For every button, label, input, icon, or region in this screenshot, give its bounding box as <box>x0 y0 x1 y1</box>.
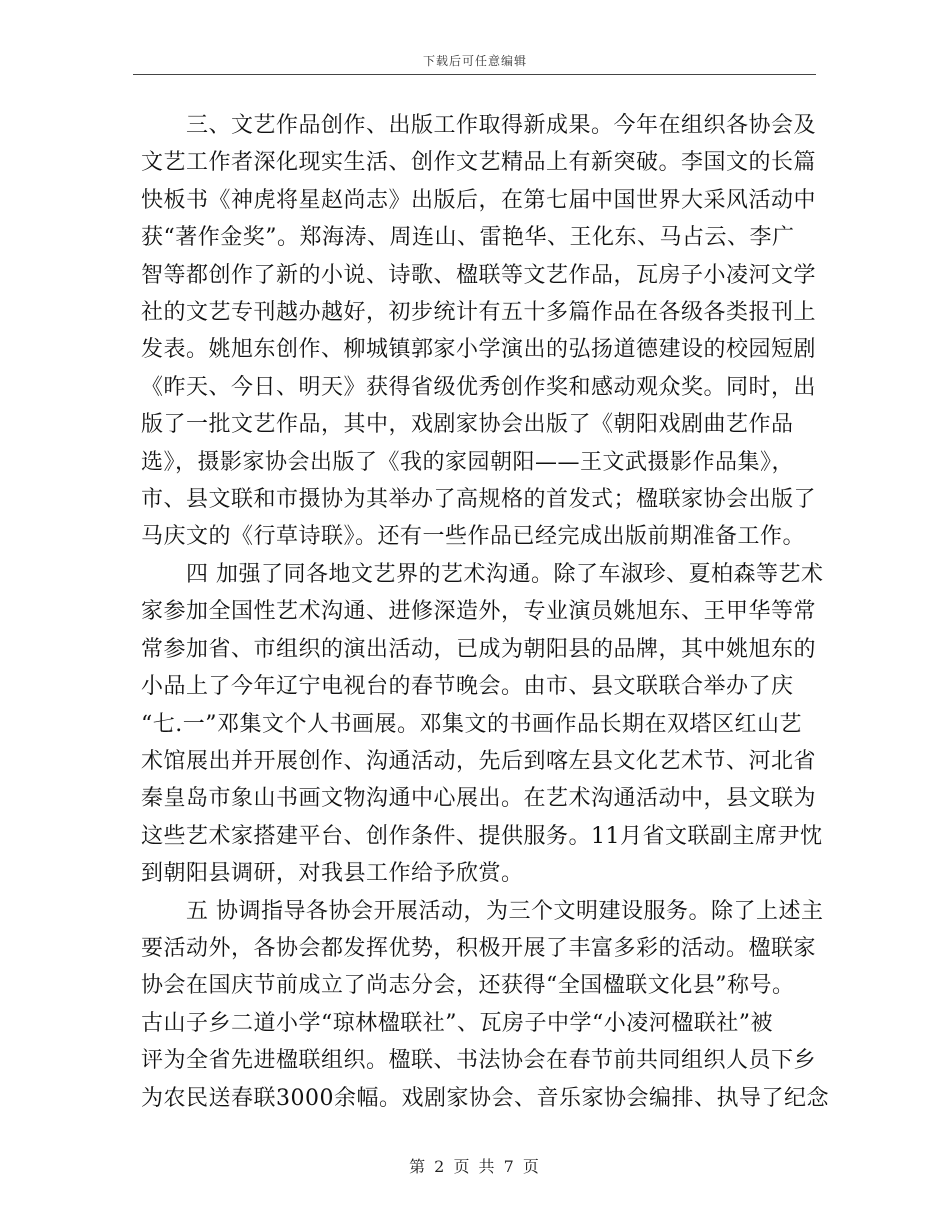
document-body <box>141 107 829 1117</box>
text-line: 协会在国庆节前成立了尚志分会，还获得“全国楹联文化县”称号。 <box>141 973 795 999</box>
text-line: 社的文艺专刊越办越好，初步统计有五十多篇作品在各级各类报刊上 <box>141 300 817 326</box>
text-line: 三、文艺作品创作、出版工作取得新成果。今年在组织各协会及 <box>141 113 817 138</box>
text-line: “七.一”邓集文个人书画展。邓集文的书画作品长期在双塔区红山艺 <box>141 711 802 737</box>
text-line: 常参加省、市组织的演出活动，已成为朝阳县的品牌，其中姚旭东的 <box>141 636 817 662</box>
text-line: 选》，摄影家协会出版了《我的家园朝阳——王文武摄影作品集》， <box>141 449 795 475</box>
text-line: 版了一批文艺作品，其中，戏剧家协会出版了《朝阳戏剧曲艺作品 <box>141 412 794 438</box>
text-line: 这些艺术家搭建平台、创作条件、提供服务。11月省文联副主席尹忱 <box>141 823 823 849</box>
header-divider <box>133 74 816 75</box>
text-line: 文艺工作者深化现实生活、创作文艺精品上有新突破。李国文的长篇 <box>141 150 817 176</box>
text-line: 到朝阳县调研，对我县工作给予欣赏。 <box>141 861 524 887</box>
text-line: 评为全省先进楹联组织。楹联、书法协会在春节前共同组织人员下乡 <box>141 1048 817 1074</box>
text-line: 小品上了今年辽宁电视台的春节晚会。由市、县文联联合举办了庆 <box>141 674 794 700</box>
page-header: 下载后可任意编辑 <box>422 54 527 68</box>
text-line: 快板书《神虎将星赵尚志》出版后，在第七届中国世界大采风活动中 <box>141 187 817 213</box>
text-line: 四 加强了同各地文艺界的艺术沟通。除了车淑珍、夏柏森等艺术 <box>141 561 824 587</box>
text-line: 术馆展出并开展创作、沟通活动，先后到喀左县文化艺术节、河北省 <box>141 748 817 774</box>
text-line: 为农民送春联3000余幅。戏剧家协会、音乐家协会编排、执导了纪念 <box>141 1085 829 1111</box>
paragraph-art-exchange <box>141 556 824 893</box>
text-line: 市、县文联和市摄协为其举办了高规格的首发式；楹联家协会出版了 <box>141 487 817 513</box>
paragraph-association-activities <box>141 893 829 1117</box>
text-line: 发表。姚旭东创作、柳城镇郭家小学演出的弘扬道德建设的校园短剧 <box>141 337 817 363</box>
text-line: 《昨天、今日、明天》获得省级优秀创作奖和感动观众奖。同时，出 <box>141 374 817 400</box>
paragraph-literary-works <box>141 107 817 556</box>
text-line: 五 协调指导各协会开展活动，为三个文明建设服务。除了上述主 <box>141 898 824 924</box>
text-line: 获“著作金奖”。郑海涛、周连山、雷艳华、王化东、马占云、李广 <box>141 225 795 251</box>
text-line: 家参加全国性艺术沟通、进修深造外，专业演员姚旭东、王甲华等常 <box>141 599 817 625</box>
text-line: 要活动外，各协会都发挥优势，积极开展了丰富多彩的活动。楹联家 <box>141 935 817 961</box>
text-line: 秦皇岛市象山书画文物沟通中心展出。在艺术沟通活动中，县文联为 <box>141 786 817 812</box>
text-line: 古山子乡二道小学“琼林楹联社”、瓦房子中学“小凌河楹联社”被 <box>141 1010 773 1036</box>
text-line: 马庆文的《行草诗联》。还有一些作品已经完成出版前期准备工作。 <box>141 524 806 550</box>
text-line: 智等都创作了新的小说、诗歌、楹联等文艺作品，瓦房子小凌河文学 <box>141 262 817 288</box>
page-number: 第 2 页 共 7 页 <box>409 1157 541 1176</box>
